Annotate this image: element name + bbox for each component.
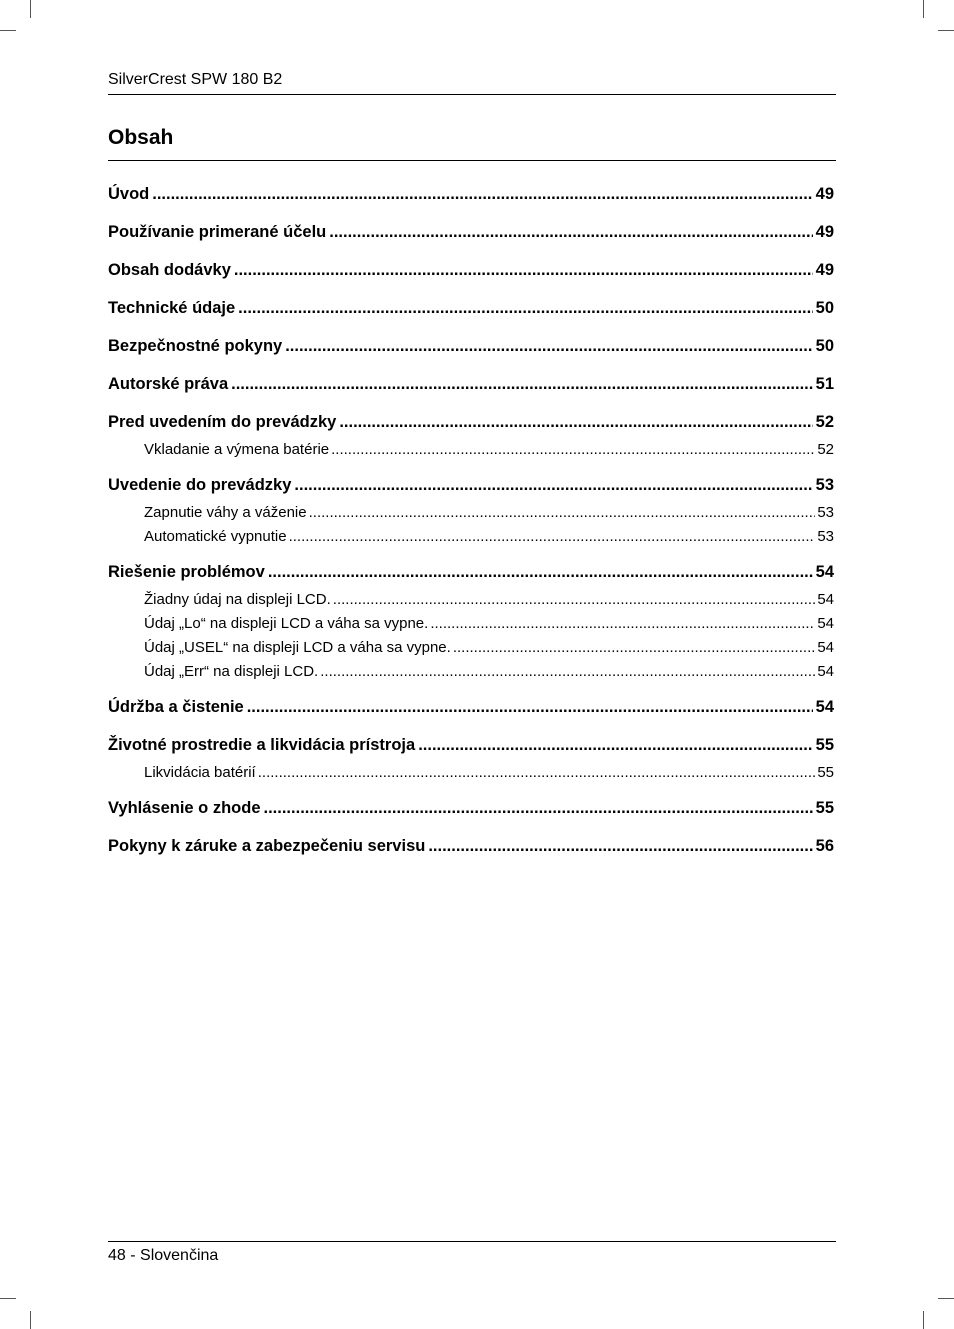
toc-leader-dots [238, 294, 812, 322]
toc-leader-dots [320, 661, 815, 683]
toc-entry-page: 55 [817, 764, 834, 781]
toc-entry[interactable] [108, 731, 834, 762]
toc-entry-page: 56 [815, 837, 834, 855]
toc-entry[interactable] [108, 256, 834, 294]
toc-leader-dots [333, 589, 816, 611]
toc-subentry[interactable] [108, 637, 834, 661]
toc-leader-dots [234, 256, 813, 284]
toc-entry-title: Údaj „Lo“ na displeji LCD a váha sa vypne. [144, 615, 429, 632]
crop-mark-top-right [923, 0, 924, 18]
toc-entry-title: Údaj „USEL“ na displeji LCD a váha sa vypne. [144, 639, 451, 656]
toc-entry-page: 50 [815, 299, 834, 317]
toc-entry[interactable] [108, 832, 834, 870]
toc-entry-page: 54 [817, 663, 834, 680]
toc-entry[interactable] [108, 693, 834, 731]
toc-leader-dots [264, 794, 813, 822]
title-rule [108, 160, 836, 161]
toc-entry-title: Automatické vypnutie [144, 528, 287, 545]
toc-entry-title: Úvod [108, 185, 150, 203]
toc-entry[interactable] [108, 370, 834, 408]
toc-leader-dots [339, 408, 812, 436]
toc-entry-title: Uvedenie do prevádzky [108, 476, 292, 494]
toc-leader-dots [418, 731, 812, 759]
toc-leader-dots [453, 637, 815, 659]
toc-entry-page: 53 [817, 504, 834, 521]
toc-leader-dots [285, 332, 812, 360]
toc-entry-page: 52 [817, 441, 834, 458]
toc-entry-title: Bezpečnostné pokyny [108, 337, 283, 355]
page-title: Obsah [108, 126, 174, 149]
toc-entry-title: Vkladanie a výmena batérie [144, 441, 330, 458]
toc-entry-title: Pred uvedením do prevádzky [108, 413, 337, 431]
toc-entry-page: 49 [815, 185, 834, 203]
crop-mark-bottom-right [923, 1311, 924, 1329]
toc-subentry[interactable] [108, 613, 834, 637]
toc-entry-page: 55 [815, 799, 834, 817]
toc-leader-dots [152, 180, 812, 208]
toc-entry-page: 54 [815, 698, 834, 716]
toc-leader-dots [309, 502, 816, 524]
toc-entry[interactable] [108, 558, 834, 589]
crop-mark-bottom-right-h [938, 1298, 954, 1299]
toc-entry-title: Likvidácia batérií [144, 764, 256, 781]
toc-entry-title: Používanie primerané účelu [108, 223, 327, 241]
toc-leader-dots [289, 526, 816, 548]
toc-leader-dots [268, 558, 813, 586]
toc-entry-page: 52 [815, 413, 834, 431]
crop-mark-top-left-h [0, 30, 16, 31]
toc-entry[interactable] [108, 471, 834, 502]
toc-leader-dots [331, 439, 815, 461]
toc-subentry[interactable] [108, 661, 834, 693]
toc-leader-dots [430, 613, 815, 635]
toc-entry-title: Zapnutie váhy a váženie [144, 504, 307, 521]
toc-entry[interactable] [108, 294, 834, 332]
toc-entry-page: 55 [815, 736, 834, 754]
crop-mark-top-left [30, 0, 31, 18]
toc-entry-page: 54 [817, 591, 834, 608]
toc-entry[interactable] [108, 332, 834, 370]
toc-leader-dots [247, 693, 813, 721]
toc-leader-dots [428, 832, 812, 860]
toc-entry[interactable] [108, 180, 834, 218]
toc-entry[interactable] [108, 794, 834, 832]
toc-entry-page: 53 [817, 528, 834, 545]
crop-mark-bottom-left [30, 1311, 31, 1329]
toc-entry-title: Riešenie problémov [108, 563, 265, 581]
toc-entry-title: Technické údaje [108, 299, 236, 317]
toc-subentry[interactable] [108, 502, 834, 526]
toc-entry-page: 54 [817, 639, 834, 656]
toc-subentry[interactable] [108, 762, 834, 794]
toc-entry-title: Údržba a čistenie [108, 698, 244, 716]
toc-leader-dots [294, 471, 812, 499]
crop-mark-bottom-left-h [0, 1298, 16, 1299]
toc-entry-title: Pokyny k záruke a zabezpečeniu servisu [108, 837, 426, 855]
toc-entry-title: Žiadny údaj na displeji LCD. [144, 591, 331, 608]
toc-entry-title: Životné prostredie a likvidácia prístroja [108, 736, 416, 754]
toc-leader-dots [329, 218, 812, 246]
toc-entry-page: 53 [815, 476, 834, 494]
toc-entry-page: 50 [815, 337, 834, 355]
header-rule [108, 94, 836, 95]
toc-entry-title: Údaj „Err“ na displeji LCD. [144, 663, 319, 680]
crop-mark-top-right-h [938, 30, 954, 31]
running-header: SilverCrest SPW 180 B2 [108, 71, 283, 88]
toc-entry-page: 49 [815, 261, 834, 279]
toc-subentry[interactable] [108, 439, 834, 471]
table-of-contents [108, 180, 834, 870]
toc-entry-title: Autorské práva [108, 375, 229, 393]
toc-entry-title: Obsah dodávky [108, 261, 231, 279]
toc-entry[interactable] [108, 218, 834, 256]
toc-entry-page: 49 [815, 223, 834, 241]
footer-rule [108, 1241, 836, 1242]
page-footer: 48 - Slovenčina [108, 1247, 219, 1264]
toc-entry-page: 54 [817, 615, 834, 632]
toc-entry-page: 51 [815, 375, 834, 393]
toc-entry-title: Vyhlásenie o zhode [108, 799, 261, 817]
toc-leader-dots [258, 762, 816, 784]
toc-leader-dots [231, 370, 813, 398]
toc-subentry[interactable] [108, 589, 834, 613]
toc-entry-page: 54 [815, 563, 834, 581]
toc-entry[interactable] [108, 408, 834, 439]
toc-subentry[interactable] [108, 526, 834, 558]
